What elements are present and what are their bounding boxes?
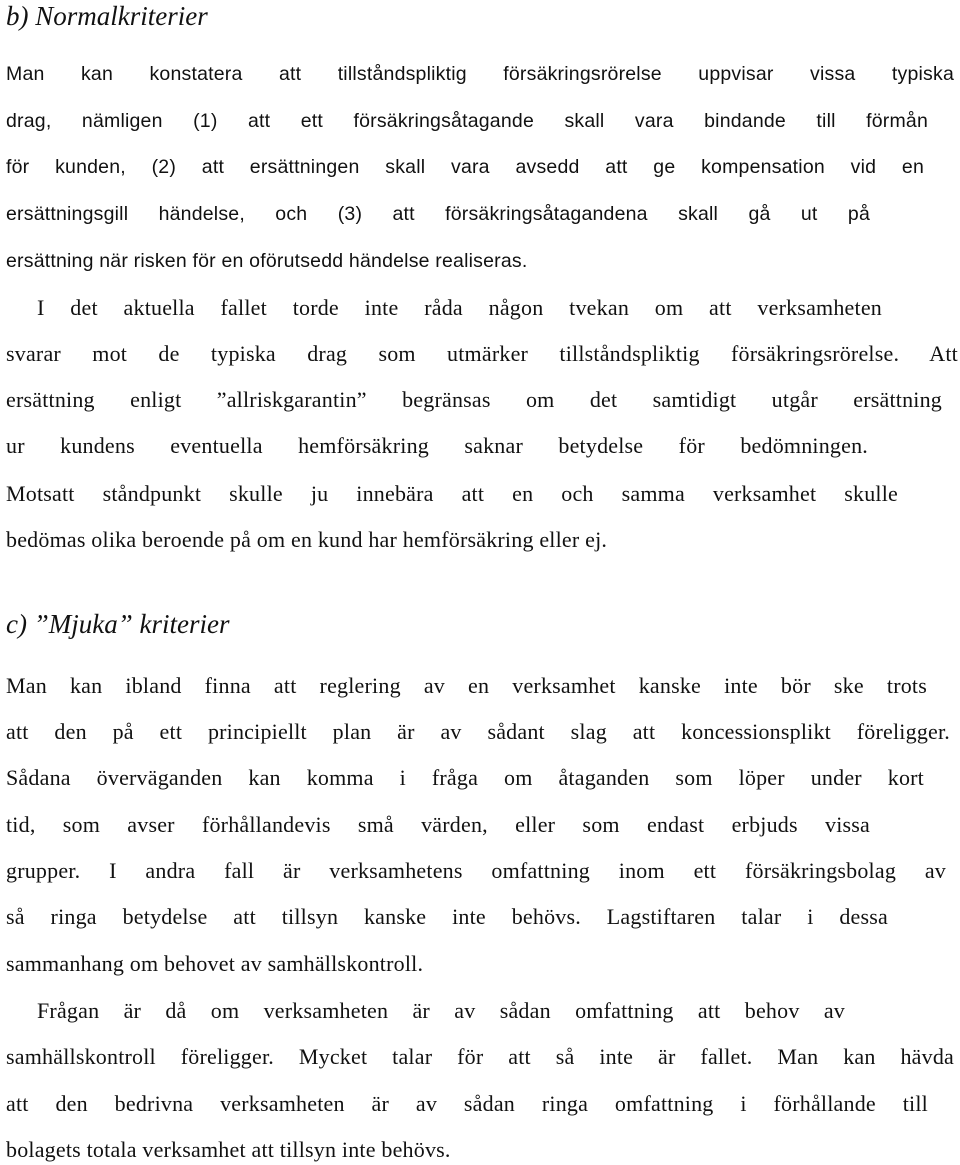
section-c-heading: c) ”Mjuka” kriterier [6, 609, 230, 639]
section-c-line-8: Frågan är då om verksamheten är av sådan omfattning att behov av [37, 998, 845, 1023]
section-b-line-7: svarar mot de typiska drag som utmärker tillståndspliktig försäkringsrörelse. Att [6, 341, 958, 366]
section-b-heading: b) Normalkriterier [6, 1, 208, 31]
section-c-line-4: tid, som avser förhållandevis små värden, eller som endast erbjuds vissa [6, 812, 870, 837]
section-c-line-2: att den på ett principiellt plan är av sådant slag att koncessionsplikt föreligger. [6, 719, 950, 744]
section-c-line-10: att den bedrivna verksamheten är av sådan ringa omfattning i förhållande till [6, 1091, 928, 1116]
section-b-line-2: drag, nämligen (1) att ett försäkringsåtagande skall vara bindande till förmån [6, 110, 928, 132]
section-b-line-9: ur kundens eventuella hemförsäkring saknar betydelse för bedömningen. [6, 433, 868, 458]
section-b-line-11: bedömas olika beroende på om en kund har hemförsäkring eller ej. [6, 527, 608, 552]
section-c-line-7: sammanhang om behovet av samhällskontroll. [6, 951, 424, 976]
section-b-line-4: ersättningsgill händelse, och (3) att försäkringsåtagandena skall gå ut på [6, 203, 870, 225]
section-b-line-8: ersättning enligt ”allriskgarantin” begränsas om det samtidigt utgår ersättning [6, 387, 942, 412]
section-c-line-11: bolagets totala verksamhet att tillsyn inte behövs. [6, 1137, 451, 1162]
section-c-line-6: så ringa betydelse att tillsyn kanske inte behövs. Lagstiftaren talar i dessa [6, 904, 888, 929]
section-b-line-1: Man kan konstatera att tillståndspliktig försäkringsrörelse uppvisar vissa typiska [6, 63, 954, 85]
section-b-line-6: I det aktuella fallet torde inte råda någon tvekan om att verksamheten [37, 295, 882, 320]
section-c-line-3: Sådana överväganden kan komma i fråga om åtaganden som löper under kort [6, 765, 924, 790]
section-c-line-9: samhällskontroll föreligger. Mycket talar för att så inte är fallet. Man kan hävda [6, 1044, 954, 1069]
section-c-line-5: grupper. I andra fall är verksamhetens omfattning inom ett försäkringsbolag av [6, 858, 946, 883]
section-b-line-5: ersättning när risken för en oförutsedd händelse realiseras. [6, 250, 528, 272]
section-b-line-10: Motsatt ståndpunkt skulle ju innebära att en och samma verksamhet skulle [6, 481, 898, 506]
section-c-line-1: Man kan ibland finna att reglering av en verksamhet kanske inte bör ske trots [6, 673, 927, 698]
section-b-line-3: för kunden, (2) att ersättningen skall vara avsedd att ge kompensation vid en [6, 156, 924, 178]
